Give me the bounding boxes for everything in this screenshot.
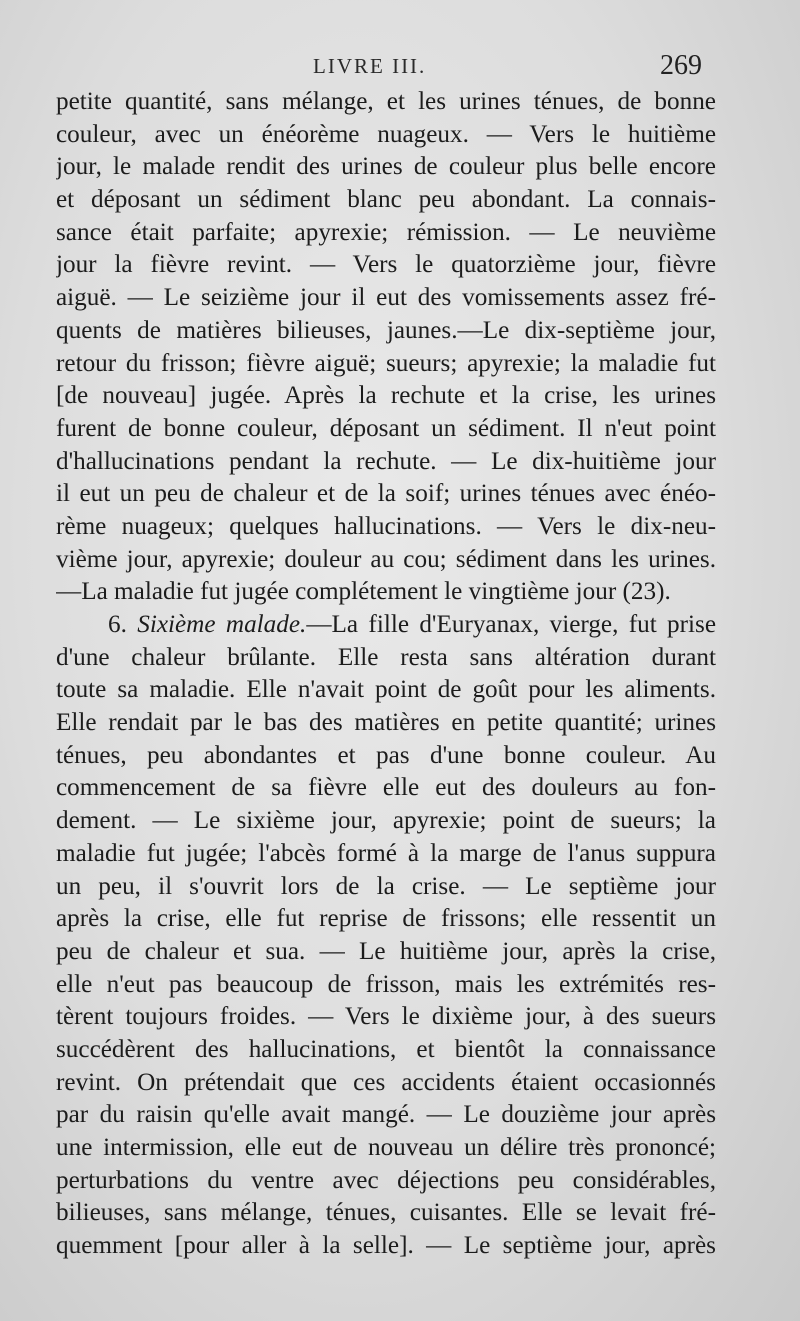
page-header (0, 50, 800, 84)
text-line: toute sa maladie. Elle n'avait point de goût pour les aliments. (56, 676, 716, 704)
text-line: tèrent toujours froides. — Vers le dixième jour, à des sueurs (56, 1003, 716, 1031)
text-line: couleur, avec un énéorème nuageux. — Vers le huitième (56, 120, 716, 148)
text-line: par du raisin qu'elle avait mangé. — Le douzième jour après (56, 1101, 716, 1129)
text-line: furent de bonne couleur, déposant un sédiment. Il n'eut point (56, 414, 716, 442)
text-line: vième jour, apyrexie; douleur au cou; sédiment dans les urines. (56, 545, 716, 573)
text-line: dement. — Le sixième jour, apyrexie; point de sueurs; la (56, 807, 716, 835)
paragraph-number: 6. (108, 611, 127, 638)
text-line: jour la fièvre revint. — Vers le quatorzième jour, fièvre (56, 251, 716, 279)
text-line: sance était parfaite; apyrexie; rémission. — Le neuvième (56, 218, 716, 246)
text-line: il eut un peu de chaleur et de la soif; urines ténues avec énéo- (56, 480, 716, 508)
text-line: quemment [pour aller à la selle]. — Le septième jour, après (56, 1232, 716, 1260)
text-line: après la crise, elle fut reprise de frissons; elle ressentit un (56, 905, 716, 933)
text-line: quents de matières bilieuses, jaunes.—Le dix-septième jour, (56, 316, 716, 344)
text-fragment: —La fille d'Euryanax, vierge, fut prise (306, 611, 716, 638)
text-line: peu de chaleur et sua. — Le huitième jour, après la crise, (56, 937, 716, 965)
text-line: Elle rendait par le bas des matières en petite quantité; urines (56, 709, 716, 737)
text-line: elle n'eut pas beaucoup de frisson, mais les extrémités res- (56, 970, 716, 998)
text-line: et déposant un sédiment blanc peu abondant. La connais- (56, 186, 716, 214)
text-line: une intermission, elle eut de nouveau un délire très prononcé; (56, 1134, 716, 1161)
text-line: d'une chaleur brûlante. Elle resta sans altération durant (56, 643, 716, 671)
text-line: [de nouveau] jugée. Après la rechute et la crise, les urines (56, 382, 716, 410)
text-line: succédèrent des hallucinations, et bientôt la connaissance (56, 1035, 716, 1063)
text-line: retour du frisson; fièvre aiguë; sueurs; apyrexie; la maladie fut (56, 349, 716, 377)
text-line: jour, le malade rendit des urines de couleur plus belle encore (56, 153, 716, 181)
body-text (56, 86, 716, 1263)
page-number: 269 (660, 50, 702, 81)
text-line: aiguë. — Le seizième jour il eut des vomissements assez fré- (56, 284, 716, 312)
paragraph-title: Sixième malade. (137, 611, 307, 638)
text-line: maladie fut jugée; l'abcès formé à la marge de l'anus suppura (56, 839, 716, 867)
text-line: un peu, il s'ouvrit lors de la crise. — Le septième jour (56, 872, 716, 900)
paragraph-heading-line (56, 609, 716, 642)
text-line: —La maladie fut jugée complétement le vingtième jour (23). (56, 578, 671, 606)
text-line: ténues, peu abondantes et pas d'une bonne couleur. Au (56, 741, 716, 769)
text-line: bilieuses, sans mélange, ténues, cuisantes. Elle se levait fré- (56, 1199, 716, 1227)
text-line: perturbations du ventre avec déjections peu considérables, (56, 1166, 716, 1194)
running-head: LIVRE III. (313, 54, 427, 78)
text-line: rème nuageux; quelques hallucinations. — Vers le dix-neu- (56, 512, 716, 540)
text-line: d'hallucinations pendant la rechute. — Le dix-huitième jour (56, 447, 716, 475)
text-line: commencement de sa fièvre elle eut des douleurs au fon- (56, 774, 716, 802)
text-line: petite quantité, sans mélange, et les urines ténues, de bonne (56, 88, 716, 115)
text-line: revint. On prétendait que ces accidents étaient occasionnés (56, 1068, 716, 1096)
